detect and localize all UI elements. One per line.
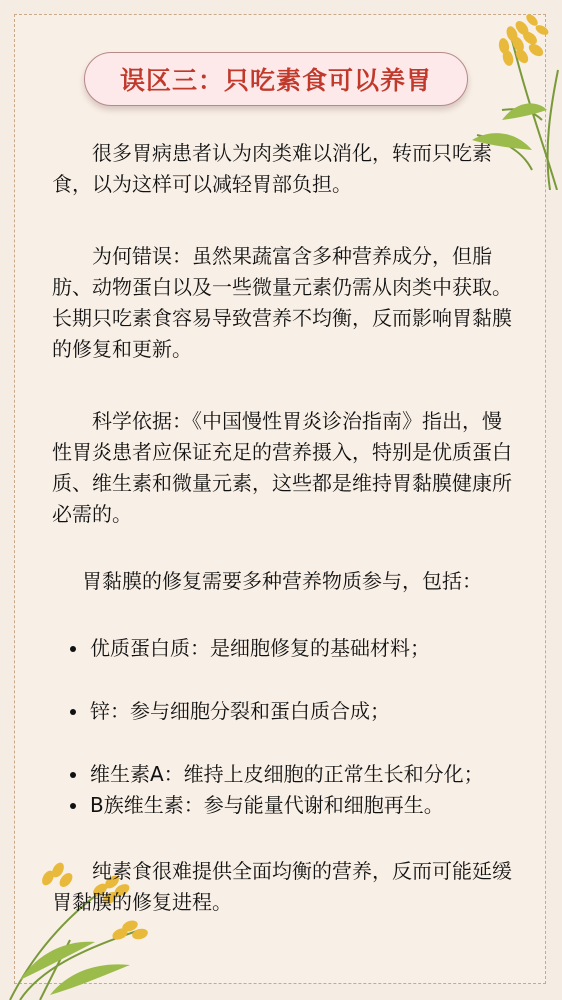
article-body [52, 138, 520, 918]
paragraph-nutrients-lead: 胃黏膜的修复需要多种营养物质参与，包括： [82, 569, 482, 593]
list-item: 锌：参与细胞分裂和蛋白质合成； [52, 696, 520, 727]
paragraph-why-wrong: 为何错误：虽然果蔬富含多种营养成分，但脂肪、动物蛋白以及一些微量元素仍需从肉类中获取。长期只吃素食容易导致营养不均衡，反而影响胃黏膜的修复和更新。 [52, 244, 512, 361]
paragraph-conclusion: 纯素食很难提供全面均衡的营养，反而可能延缓胃黏膜的修复进程。 [52, 859, 512, 914]
bullet-dot-icon [70, 646, 76, 652]
list-item: B族维生素：参与能量代谢和细胞再生。 [52, 790, 520, 821]
list-item: 优质蛋白质：是细胞修复的基础材料； [52, 633, 520, 664]
bullet-dot-icon [70, 772, 76, 778]
section-title: 误区三：只吃素食可以养胃 [119, 66, 432, 95]
section-title-banner [84, 52, 468, 106]
paragraph-intro: 很多胃病患者认为肉类难以消化，转而只吃素食，以为这样可以减轻胃部负担。 [52, 141, 492, 196]
bullet-dot-icon [70, 709, 76, 715]
paragraph-scientific-basis: 科学依据：《中国慢性胃炎诊治指南》指出，慢性胃炎患者应保证充足的营养摄入，特别是优质蛋白质、维生素和微量元素，这些都是维持胃黏膜健康所必需的。 [52, 409, 512, 526]
list-item: 维生素A：维持上皮细胞的正常生长和分化； [52, 759, 520, 790]
nutrient-list [52, 633, 520, 821]
bullet-dot-icon [70, 803, 76, 809]
